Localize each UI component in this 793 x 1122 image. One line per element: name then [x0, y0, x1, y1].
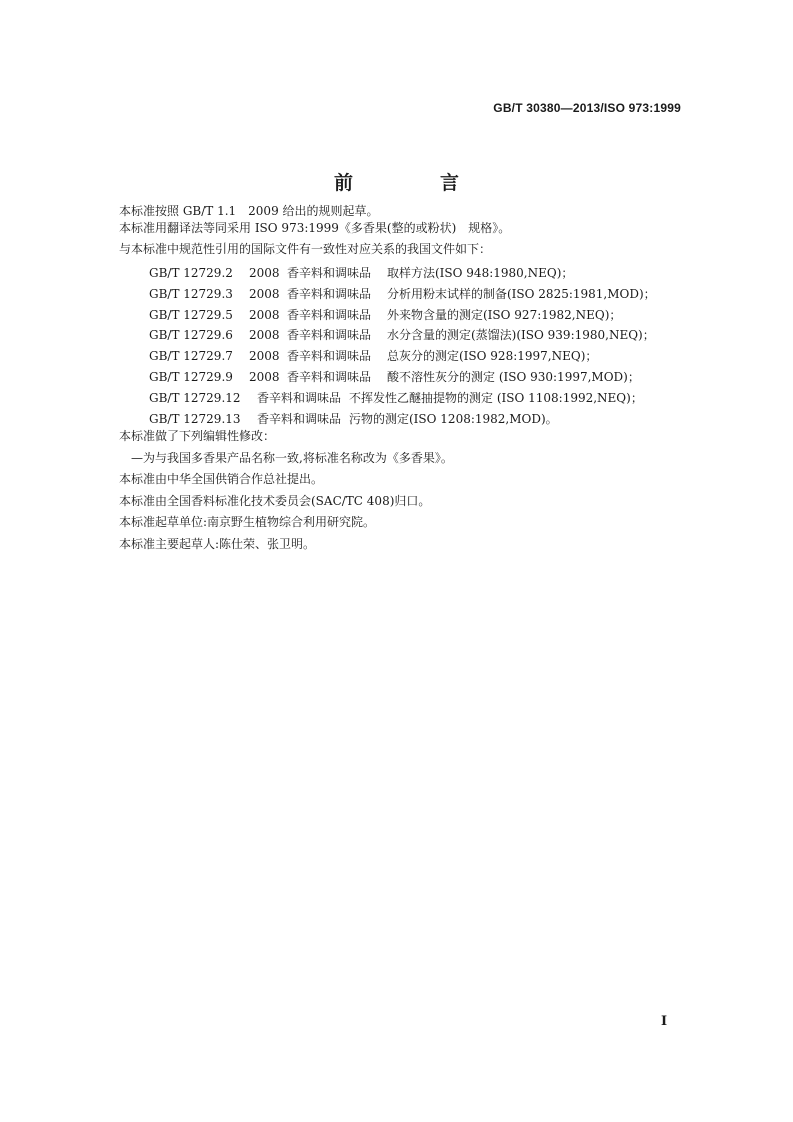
reference-category: 香辛料和调味品 [287, 307, 372, 322]
reference-code: GB/T 12729.2 [149, 266, 233, 280]
proposer-line: 本标准由中华全国供销合作总社提出。 [119, 472, 324, 486]
intro-line-drafting-rules: 本标准按照 GB/T 1.1 2009 给出的规则起草。 [119, 204, 379, 218]
intro-section [119, 203, 510, 259]
reference-year: 2008 [249, 307, 280, 322]
reference-item [149, 284, 656, 305]
reference-title: 分析用粉末试样的制备(ISO 2825:1981,MOD)； [387, 286, 656, 301]
reference-item [149, 367, 656, 388]
reference-code: GB/T 12729.6 [149, 328, 233, 343]
reference-year: 2008 [249, 286, 280, 301]
reference-code: GB/T 12729.3 [149, 286, 233, 301]
reference-code: GB/T 12729.5 [149, 307, 233, 322]
reference-item [149, 263, 656, 284]
reference-title: 酸不溶性灰分的测定 (ISO 930:1997,MOD)； [387, 369, 640, 384]
drafting-unit-line: 本标准起草单位:南京野生植物综合利用研究院。 [119, 515, 376, 529]
reference-item [149, 325, 656, 346]
reference-title: 水分含量的测定(蒸馏法)(ISO 939:1980,NEQ)； [387, 328, 655, 343]
drafters-line: 本标准主要起草人:陈仕荣、张卫明。 [119, 536, 316, 551]
intro-line-adoption: 本标准用翻译法等同采用 ISO 973:1999《多香果(整的或粉状) 规格》。 [119, 220, 511, 235]
reference-year: 2008 [249, 369, 280, 384]
edits-item: —为与我国多香果产品名称一致,将标准名称改为《多香果》。 [131, 450, 453, 465]
standard-code-header: GB/T 30380—2013/ISO 973:1999 [493, 101, 681, 115]
reference-list [149, 263, 656, 429]
reference-item [149, 346, 656, 367]
reference-category: 香辛料和调味品 [287, 328, 372, 343]
committee-line: 本标准由全国香料标准化技术委员会(SAC/TC 408)归口。 [119, 493, 431, 508]
reference-year: 2008 [249, 328, 280, 343]
reference-category: 香辛料和调味品 [287, 369, 372, 384]
reference-year: 2008 [249, 266, 280, 280]
page-title: 前 言 [333, 172, 493, 194]
reference-category: 香辛料和调味品 [287, 349, 372, 364]
reference-code: GB/T 12729.9 [149, 369, 233, 384]
reference-item [149, 409, 656, 430]
reference-category: 香辛料和调味品 [257, 411, 342, 426]
reference-code: GB/T 12729.7 [149, 349, 233, 364]
reference-category: 香辛料和调味品 [257, 390, 342, 405]
edits-and-credits-section [119, 428, 453, 557]
reference-title: 取样方法(ISO 948:1980,NEQ)； [387, 266, 574, 280]
reference-code: GB/T 12729.12 [149, 390, 241, 405]
reference-title: 总灰分的测定(ISO 928:1997,NEQ)； [387, 349, 598, 364]
page-number: I [661, 1014, 668, 1029]
intro-line-references: 与本标准中规范性引用的国际文件有一致性对应关系的我国文件如下： [119, 241, 492, 256]
reference-title: 不挥发性乙醚抽提物的测定 (ISO 1108:1992,NEQ)； [349, 390, 643, 405]
edits-intro: 本标准做了下列编辑性修改： [119, 429, 276, 443]
reference-title: 外来物含量的测定(ISO 927:1982,NEQ)； [387, 307, 622, 322]
reference-item [149, 388, 656, 409]
reference-item [149, 305, 656, 326]
reference-year: 2008 [249, 349, 280, 364]
reference-category: 香辛料和调味品 [287, 266, 372, 280]
reference-code: GB/T 12729.13 [149, 411, 241, 426]
reference-category: 香辛料和调味品 [287, 286, 372, 301]
reference-title: 污物的测定(ISO 1208:1982,MOD)。 [349, 411, 558, 426]
